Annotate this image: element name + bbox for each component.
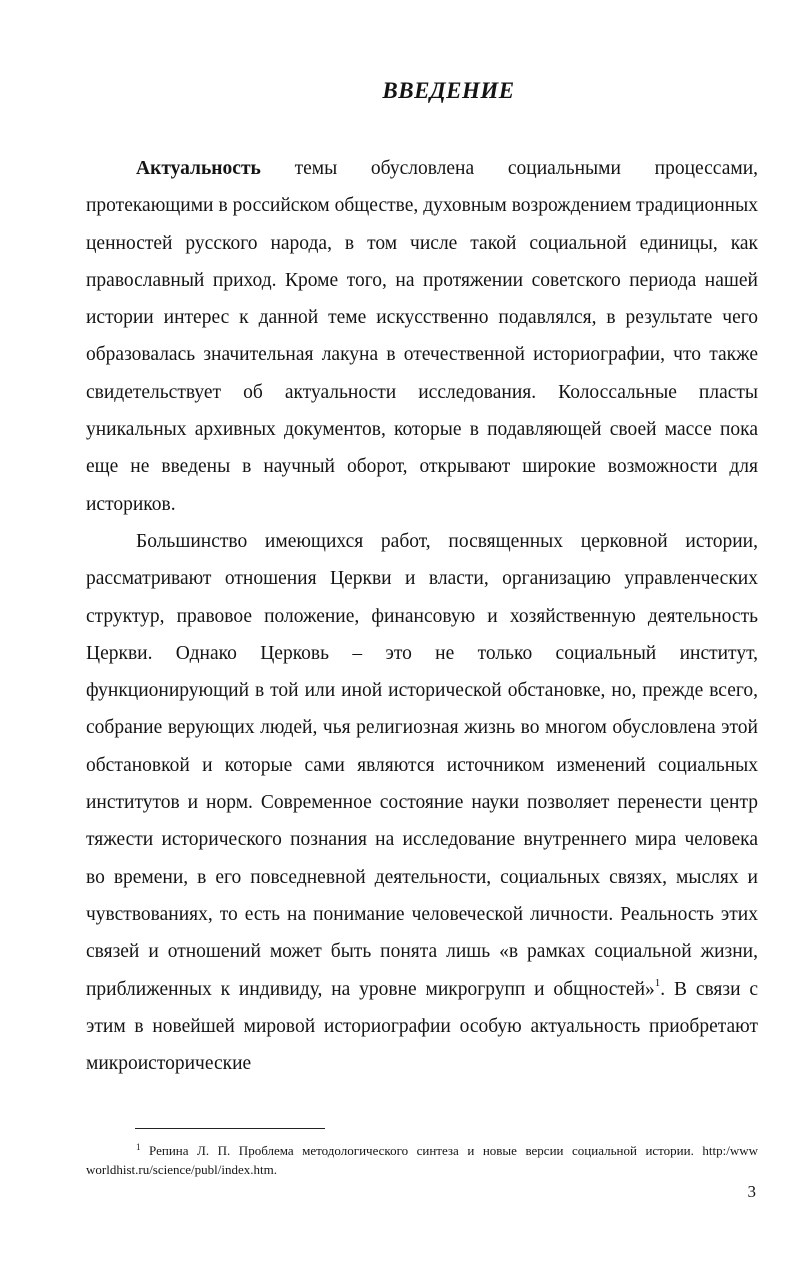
paragraph-text: Большинство имеющихся работ, посвященных церковной истории, рассматривают отношения Церкви и власти, организацию управленческих структур, правовое положение, финансовую и хозяйственную деятельность Церкви. Однако Церковь – это не только социальный институт, функционирующий в той или иной исторической обстановке, но, прежде всего, собрание верующих людей, чья религиозная жизнь во многом обусловлена этой обстановкой и которые сами являются источником изменений социальных институтов и норм. Современное состояние науки позволяет перенести центр тяжести исторического познания на исследование внутреннего мира человека во времени, в его повседневной деятельности, социальных связях, мыслях и чувствованиях, то есть на понимание человеческой личности. Реальность этих связей и отношений может быть понята лишь «в рамках социальной жизни, приближенных к индивиду, на уровне микрогрупп и общностей» <box>86 530 758 1000</box>
footnote-divider <box>135 1128 325 1129</box>
footnote-marker: 1 <box>136 1142 141 1152</box>
footnote-reference[interactable]: 1 <box>654 976 661 989</box>
footnote-text: Репина Л. П. Проблема методологического синтеза и новые версии социальной истории. http:/www worldhist.ru/science/publ/index.htm. <box>86 1143 758 1177</box>
footnote <box>86 1141 758 1179</box>
page-title: ВВЕДЕНИЕ <box>382 78 515 103</box>
paragraph-relevance <box>86 150 758 523</box>
paragraph-historiography <box>86 523 758 1082</box>
body-text <box>86 150 758 1082</box>
paragraph-text: темы обусловлена социальными процессами, протекающими в российском обществе, духовным возрождением традиционных ценностей русского народа, в том числе такой социальной единицы, как православный приход. Кроме того, на протяжении советского периода нашей истории интерес к данной теме искусственно подавлялся, в результате чего образовалась значительная лакуна в отечественной историографии, что также свидетельствует об актуальности исследования. Колоссальные пласты уникальных архивных документов, которые в подавляющей своей массе пока еще не введены в научный оборот, открывают широкие возможности для историков. <box>86 158 758 515</box>
paragraph-text-continued: . В связи с этим в новейшей мировой историографии особую актуальность приобретают микроисторические <box>86 978 758 1075</box>
paragraph-lead-term: Актуальность <box>136 158 261 179</box>
page-number: 3 <box>747 1182 756 1201</box>
